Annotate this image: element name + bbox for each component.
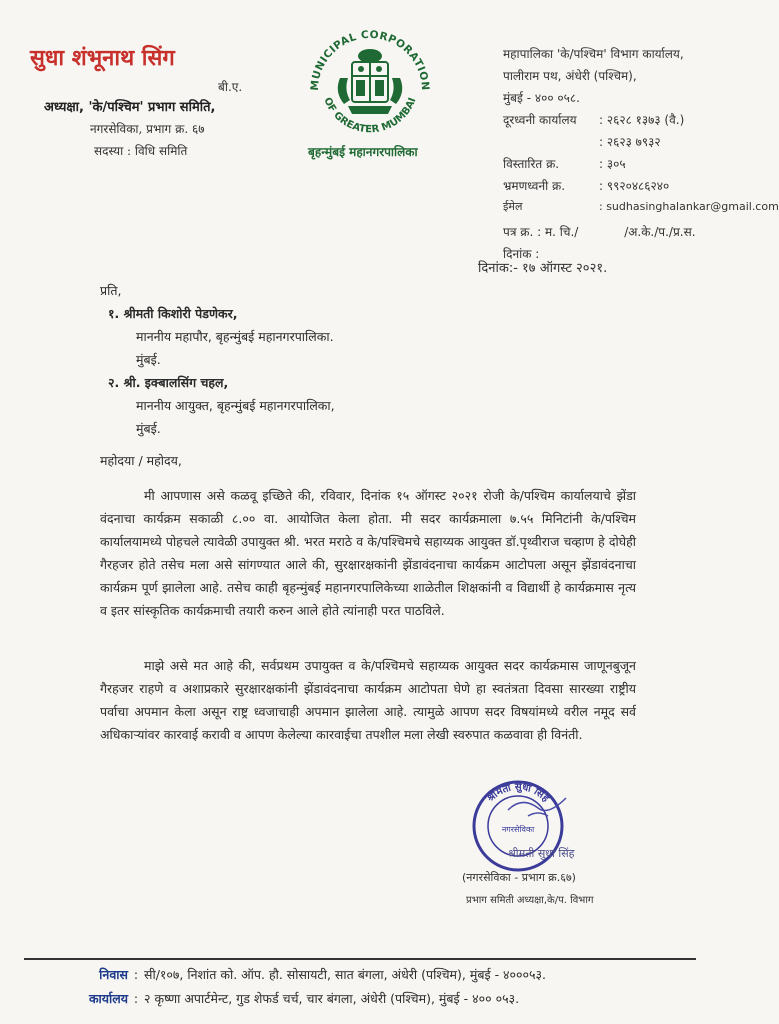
phone-row-2 xyxy=(503,133,661,150)
ref-label: पत्र क्र. : म. चि./ xyxy=(503,225,579,239)
ref-row xyxy=(503,223,696,240)
body-paragraph-2: माझे असे मत आहे की, सर्वप्रथम उपायुक्त व के/पश्चिमचे सहाय्यक आयुक्त सदर कार्यक्रमास जाणूनबुजून गैरहजर राहणे व अशाप्रकारे सुरक्षारक्षकांनी झेंडावंदनाचा कार्यक्रम आटोपता घेणे हा स्वतंत्रता दिवसा सारख्या राष्ट्रीय पर्वाचा अपमान केला असून राष्ट्र ध्वजाचाही अपमान झालेला आहे. त्यामुळे आपण सदर विषयांमध्ये वरील नमूद सर्व अधिकाऱ्यांवर कारवाई करावी व आपण केलेल्या कारवाईचा तपशील मला लेखी स्वरुपात कळवावा ही विनंती. xyxy=(100,658,636,742)
mobile-row xyxy=(503,177,669,194)
ext-label: विस्तारित क्र. xyxy=(503,157,560,171)
body-paragraph-1: मी आपणास असे कळवू इच्छिते की, रविवार, दिनांक १५ ऑगस्ट २०२१ रोजी के/पश्चिम कार्यालयाचे झेंडा वंदनाचा कार्यक्रम सकाळी ८.०० वा. आयोजित केला होता. मी सदर कार्यक्रमाला ७.५५ मिनिटांनी के/पश्चिम कार्यालयामध्ये पोहचले त्यावेळी उपायुक्त श्री. भरत मराठे व के/पश्चिमचे सहाय्यक आयुक्त डॉ.पृथ्वीराज चव्हाण हे दोघेही गैरहजर होते तसेच मला असे सांगण्यात आले की, सुरक्षारक्षकांनी झेंडावंदनाचा कार्यक्रम आटोपला असून झेंडावंदनाचा कार्यक्रम पूर्ण झालेला आहे. तसेच काही बृहन्मुंबई महानगरपालिकेच्या शाळेतील शिक्षकांनी व विद्यार्थी हे कार्यक्रमास नृत्य व इतर सांस्कृतिक कार्यक्रमाची तयारी करुन आले होते त्यांनाही परत पाठविले. xyxy=(100,488,636,618)
phone-row-1 xyxy=(503,111,684,128)
office-line-1: महापालिका 'के/पश्चिम' विभाग कार्यालय, xyxy=(503,47,684,61)
stamp-inner-text: नगरसेविका xyxy=(501,825,535,834)
phone-1: : २६२८ १३७३ (वै.) xyxy=(599,113,685,127)
email-label: ईमेल xyxy=(503,200,523,213)
footer-residence: निवास : सी/१०७, निशांत को. ऑप. हौ. सोसायटी, सात बंगला, अंधेरी (पश्चिम), मुंबई - ४०००५३. xyxy=(54,966,546,983)
mobile-value: : ९९२०४८६२४० xyxy=(599,179,670,193)
email-value: : sudhasinghalankar@gmail.com xyxy=(599,200,779,213)
official-stamp-seal xyxy=(468,776,568,876)
sender-committee: सदस्या : विधि समिति xyxy=(94,144,188,158)
office-address: २ कृष्णा अपार्टमेन्ट, गुड शेफर्ड चर्च, चार बंगला, अंधेरी (पश्चिम), मुंबई - ४०० ०५३. xyxy=(144,991,520,1006)
emblem-caption: बृहन्मुंबई महानगरपालिका xyxy=(308,145,418,159)
ext-row xyxy=(503,155,626,172)
stamp-text: श्रीमती सुधा सिंह xyxy=(485,781,551,805)
office-line-3: मुंबई - ४०० ०५८. xyxy=(503,91,580,105)
sender-post: अध्यक्षा, 'के/पश्चिम' प्रभाग समिति, xyxy=(44,100,216,115)
sender-degree: बी.ए. xyxy=(218,80,243,94)
date-label-row: दिनांक : xyxy=(503,247,540,261)
to-label: प्रति, xyxy=(100,283,122,298)
recipient-2-city: मुंबई. xyxy=(136,421,161,436)
svg-text:श्रीमती सुधा सिंह xyxy=(483,781,551,805)
office-line-2: पालीराम पथ, अंधेरी (पश्चिम), xyxy=(503,69,637,83)
recipient-1-city: मुंबई. xyxy=(136,352,161,367)
signatory-name: श्रीमती सुधा सिंह xyxy=(508,847,575,860)
phone-label: दूरध्वनी कार्यालय xyxy=(503,113,577,127)
signatory-role: (नगरसेविका - प्रभाग क्र.६७) xyxy=(462,871,576,884)
corporation-emblem-logo xyxy=(300,18,440,158)
residence-label: निवास xyxy=(99,967,128,982)
office-label: कार्यालय xyxy=(88,991,128,1006)
emblem-text-top: MUNICIPAL CORPORATION xyxy=(308,28,432,92)
residence-address: सी/१०७, निशांत को. ऑप. हौ. सोसायटी, सात बंगला, अंधेरी (पश्चिम), मुंबई - ४०००५३. xyxy=(144,967,547,982)
footer-divider xyxy=(24,958,696,960)
phone-2: : २६२३ ७९३२ xyxy=(599,135,661,149)
letter-date: दिनांक:- १७ ऑगस्ट २०२१. xyxy=(478,261,608,276)
sender-ward: नगरसेविका, प्रभाग क्र. ६७ xyxy=(90,122,205,136)
sender-name: सुधा शंभूनाथ सिंग xyxy=(30,46,175,71)
footer-office: कार्यालय : २ कृष्णा अपार्टमेन्ट, गुड शेफर्ड चर्च, चार बंगला, अंधेरी (पश्चिम), मुंबई - ४०० ०५३. xyxy=(54,990,519,1007)
mobile-label: भ्रमणध्वनी क्र. xyxy=(503,179,566,193)
recipient-1-name: १. श्रीमती किशोरी पेडणेकर, xyxy=(108,306,238,321)
ext-value: : ३०५ xyxy=(599,157,626,171)
recipient-2-title: माननीय आयुक्त, बृहन्मुंबई महानगरपालिका, xyxy=(136,398,335,413)
ref-value: /अ.के./प./प्र.स. xyxy=(624,225,696,239)
signatory-committee: प्रभाग समिती अध्यक्षा,के/प. विभाग xyxy=(466,895,594,906)
recipient-2-name: २. श्री. इक्बालसिंग चहल, xyxy=(108,375,229,390)
emblem-crest-icon xyxy=(338,49,403,114)
recipient-1-title: माननीय महापौर, बृहन्मुंबई महानगरपालिका. xyxy=(136,329,334,344)
salutation: महोदया / महोदय, xyxy=(100,453,182,468)
email-row xyxy=(503,199,779,214)
emblem-text-bottom: OF GREATER MUMBAI xyxy=(321,96,419,136)
